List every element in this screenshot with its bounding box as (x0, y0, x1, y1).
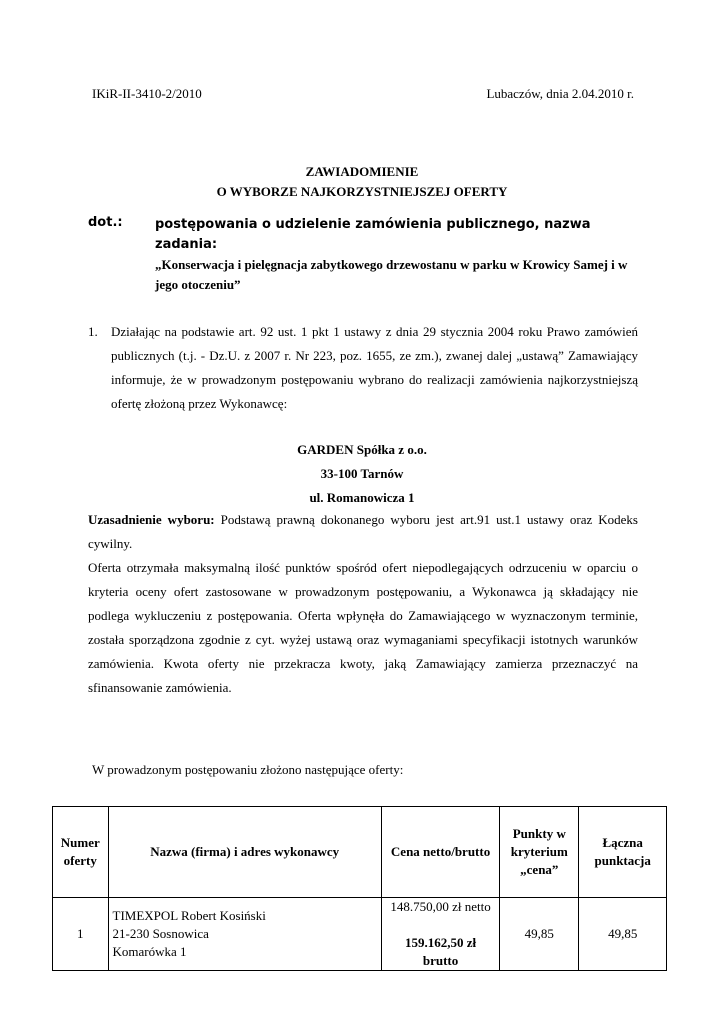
justification-label: Uzasadnienie wyboru: (88, 512, 215, 527)
place-date: Lubaczów, dnia 2.04.2010 r. (486, 86, 634, 101)
offer-total: 49,85 (579, 898, 667, 971)
header-name: Nazwa (firma) i adres wykonawcy (108, 807, 381, 898)
subject-line-1: postępowania o udzielenie zamówienia publicznego, nazwa zadania: (155, 217, 591, 252)
winner-name: GARDEN Spółka z o.o. (297, 442, 427, 457)
offers-table (52, 806, 667, 971)
header-price: Cena netto/brutto (381, 807, 499, 898)
point-1-number: 1. (88, 324, 98, 339)
justification-text-1: Podstawą prawną dokonanego wyboru jest art.91 ust.1 ustawy oraz Kodeks cywilny. (88, 512, 638, 551)
table-row (53, 898, 667, 971)
winner-block (0, 438, 724, 510)
justification-first (88, 508, 638, 556)
offer-street: Komarówka 1 (112, 944, 187, 959)
winner-city: 33-100 Tarnów (320, 466, 404, 481)
offer-contractor (108, 898, 381, 971)
winner-street: ul. Romanowicza 1 (309, 490, 415, 505)
subject-line-2: „Konserwacja i pielęgnacja zabytkowego drzewostanu w parku w Krowicy Samej i w jego otoczeniu” (155, 257, 628, 292)
title-line-1: ZAWIADOMIENIE (305, 164, 419, 179)
offer-city: 21-230 Sosnowica (112, 926, 209, 941)
offers-intro: W prowadzonym postępowaniu złożono następujące oferty: (92, 762, 404, 777)
header-number: Numer oferty (53, 807, 109, 898)
offer-price (381, 898, 499, 971)
justification (88, 508, 638, 700)
offer-name: TIMEXPOL Robert Kosiński (112, 908, 266, 923)
reference-number: IKiR-II-3410-2/2010 (92, 86, 202, 101)
title-line-2: O WYBORZE NAJKORZYSTNIEJSZEJ OFERTY (216, 184, 508, 199)
header-total: Łączna punktacja (579, 807, 667, 898)
offer-points: 49,85 (500, 898, 579, 971)
offer-number: 1 (53, 898, 109, 971)
offer-gross: 159.162,50 zł brutto (404, 935, 477, 968)
document-title (0, 162, 724, 202)
offer-net: 148.750,00 zł netto (390, 899, 491, 914)
point-1 (88, 320, 638, 416)
header-points: Punkty w kryterium „cena” (500, 807, 579, 898)
subject-label: dot.: (88, 215, 123, 230)
justification-text-2: Oferta otrzymała maksymalną ilość punktów spośród ofert niepodlegających odrzuceniu w oparciu o kryteria oceny ofert zastosowane w prowadzonym postępowaniu, a Wykonawca ją składający nie podlega wykluczeniu z postępowania. Oferta wpłynęła do Zamawiającego w wyznaczonym terminie, została sporządzona zgodnie z cyt. wyżej ustawą oraz wymaganiami specyfikacji istotnych warunków zamówienia. Kwota oferty nie przekracza kwoty, jaką Zamawiający zamierza przeznaczyć na sfinansowanie zamówienia. (88, 560, 638, 695)
subject-text (155, 215, 637, 295)
point-1-text: Działając na podstawie art. 92 ust. 1 pkt 1 ustawy z dnia 29 stycznia 2004 roku Prawo zamówień publicznych (t.j. - Dz.U. z 2007 r. Nr 223, poz. 1655, ze zm.), zwanej dalej „ustawą” Zamawiający informuje, że w prowadzonym postępowaniu wybrano do realizacji zamówienia najkorzystniejszą ofertę złożoną przez Wykonawcę: (111, 324, 638, 411)
table-header-row (53, 807, 667, 898)
